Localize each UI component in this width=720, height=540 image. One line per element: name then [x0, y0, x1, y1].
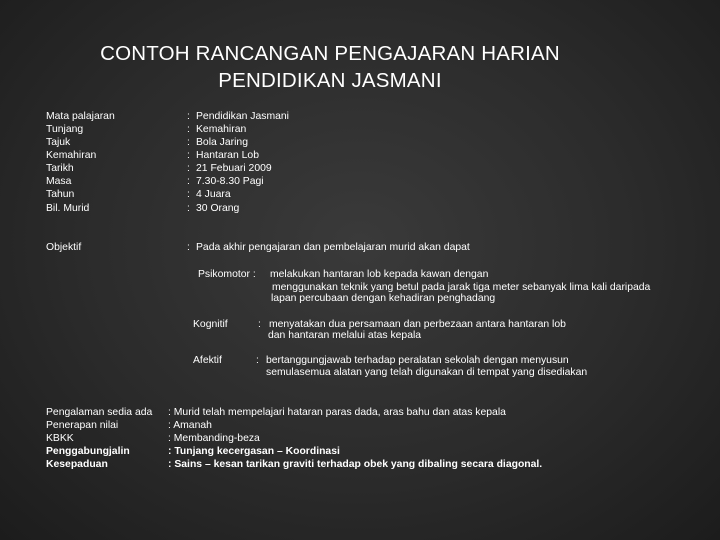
- pengalaman-label: Pengalaman sedia ada: [46, 407, 153, 418]
- title-line-1: CONTOH RANCANGAN PENGAJARAN HARIAN: [100, 42, 560, 65]
- kognitif-label: Kognitif: [193, 319, 228, 330]
- info-label-tarikh: Tarikh: [46, 163, 74, 174]
- info-label-subject: Mata palajaran: [46, 111, 115, 122]
- kognitif-colon: :: [258, 319, 261, 330]
- psikomotor-line-2: menggunakan teknik yang betul pada jarak tiga meter sebanyak lima kali daripada: [272, 282, 651, 293]
- objektif-value: Pada akhir pengajaran dan pembelajaran murid akan dapat: [196, 242, 470, 253]
- info-label-tahun: Tahun: [46, 189, 75, 200]
- info-label-bil-murid: Bil. Murid: [46, 203, 90, 214]
- penggabungjalin-label: Penggabungjalin: [46, 446, 130, 457]
- info-colon: :: [187, 163, 190, 174]
- kesepaduan-value: : Sains – kesan tarikan graviti terhadap obek yang dibaling secara diagonal.: [168, 459, 543, 470]
- info-colon: :: [187, 137, 190, 148]
- info-label-tajuk: Tajuk: [46, 137, 71, 148]
- kbkk-value: : Membanding-beza: [168, 433, 260, 444]
- objektif-colon: :: [187, 242, 190, 253]
- psikomotor-line-1: melakukan hantaran lob kepada kawan dengan: [270, 269, 489, 280]
- kognitif-line-1: menyatakan dua persamaan dan perbezaan antara hantaran lob: [269, 319, 566, 330]
- info-label-tunjang: Tunjang: [46, 124, 84, 135]
- info-colon: :: [187, 203, 190, 214]
- info-label-masa: Masa: [46, 176, 72, 187]
- penerapan-value: : Amanah: [168, 420, 212, 431]
- info-value-tarikh: 21 Febuari 2009: [196, 163, 272, 174]
- info-value-masa: 7.30-8.30 Pagi: [196, 176, 264, 187]
- info-value-kemahiran: Hantaran Lob: [196, 150, 259, 161]
- title-line-2: PENDIDIKAN JASMANI: [218, 69, 442, 92]
- info-colon: :: [187, 189, 190, 200]
- info-label-kemahiran: Kemahiran: [46, 150, 97, 161]
- kesepaduan-label: Kesepaduan: [46, 459, 108, 470]
- kognitif-line-2: dan hantaran melalui atas kepala: [268, 330, 422, 341]
- pengalaman-value: : Murid telah mempelajari hataran paras dada, aras bahu dan atas kepala: [168, 407, 506, 418]
- penggabungjalin-value: : Tunjang kecergasan – Koordinasi: [168, 446, 340, 457]
- kbkk-label: KBKK: [46, 433, 74, 444]
- objektif-label: Objektif: [46, 242, 82, 253]
- psikomotor-line-3: lapan percubaan dengan kehadiran penghadang: [271, 293, 496, 304]
- info-value-subject: Pendidikan Jasmani: [196, 111, 289, 122]
- info-value-tajuk: Bola Jaring: [196, 137, 248, 148]
- psikomotor-label: Psikomotor :: [198, 269, 256, 280]
- info-colon: :: [187, 124, 190, 135]
- afektif-colon: :: [256, 355, 259, 366]
- info-value-tahun: 4 Juara: [196, 189, 231, 200]
- info-value-bil-murid: 30 Orang: [196, 203, 240, 214]
- info-colon: :: [187, 111, 190, 122]
- afektif-label: Afektif: [193, 355, 222, 366]
- info-colon: :: [187, 176, 190, 187]
- info-colon: :: [187, 150, 190, 161]
- afektif-line-1: bertanggungjawab terhadap peralatan sekolah dengan menyusun: [266, 355, 569, 366]
- info-value-tunjang: Kemahiran: [196, 124, 247, 135]
- penerapan-label: Penerapan nilai: [46, 420, 119, 431]
- afektif-line-2: semulasemua alatan yang telah digunakan di tempat yang disediakan: [266, 367, 588, 378]
